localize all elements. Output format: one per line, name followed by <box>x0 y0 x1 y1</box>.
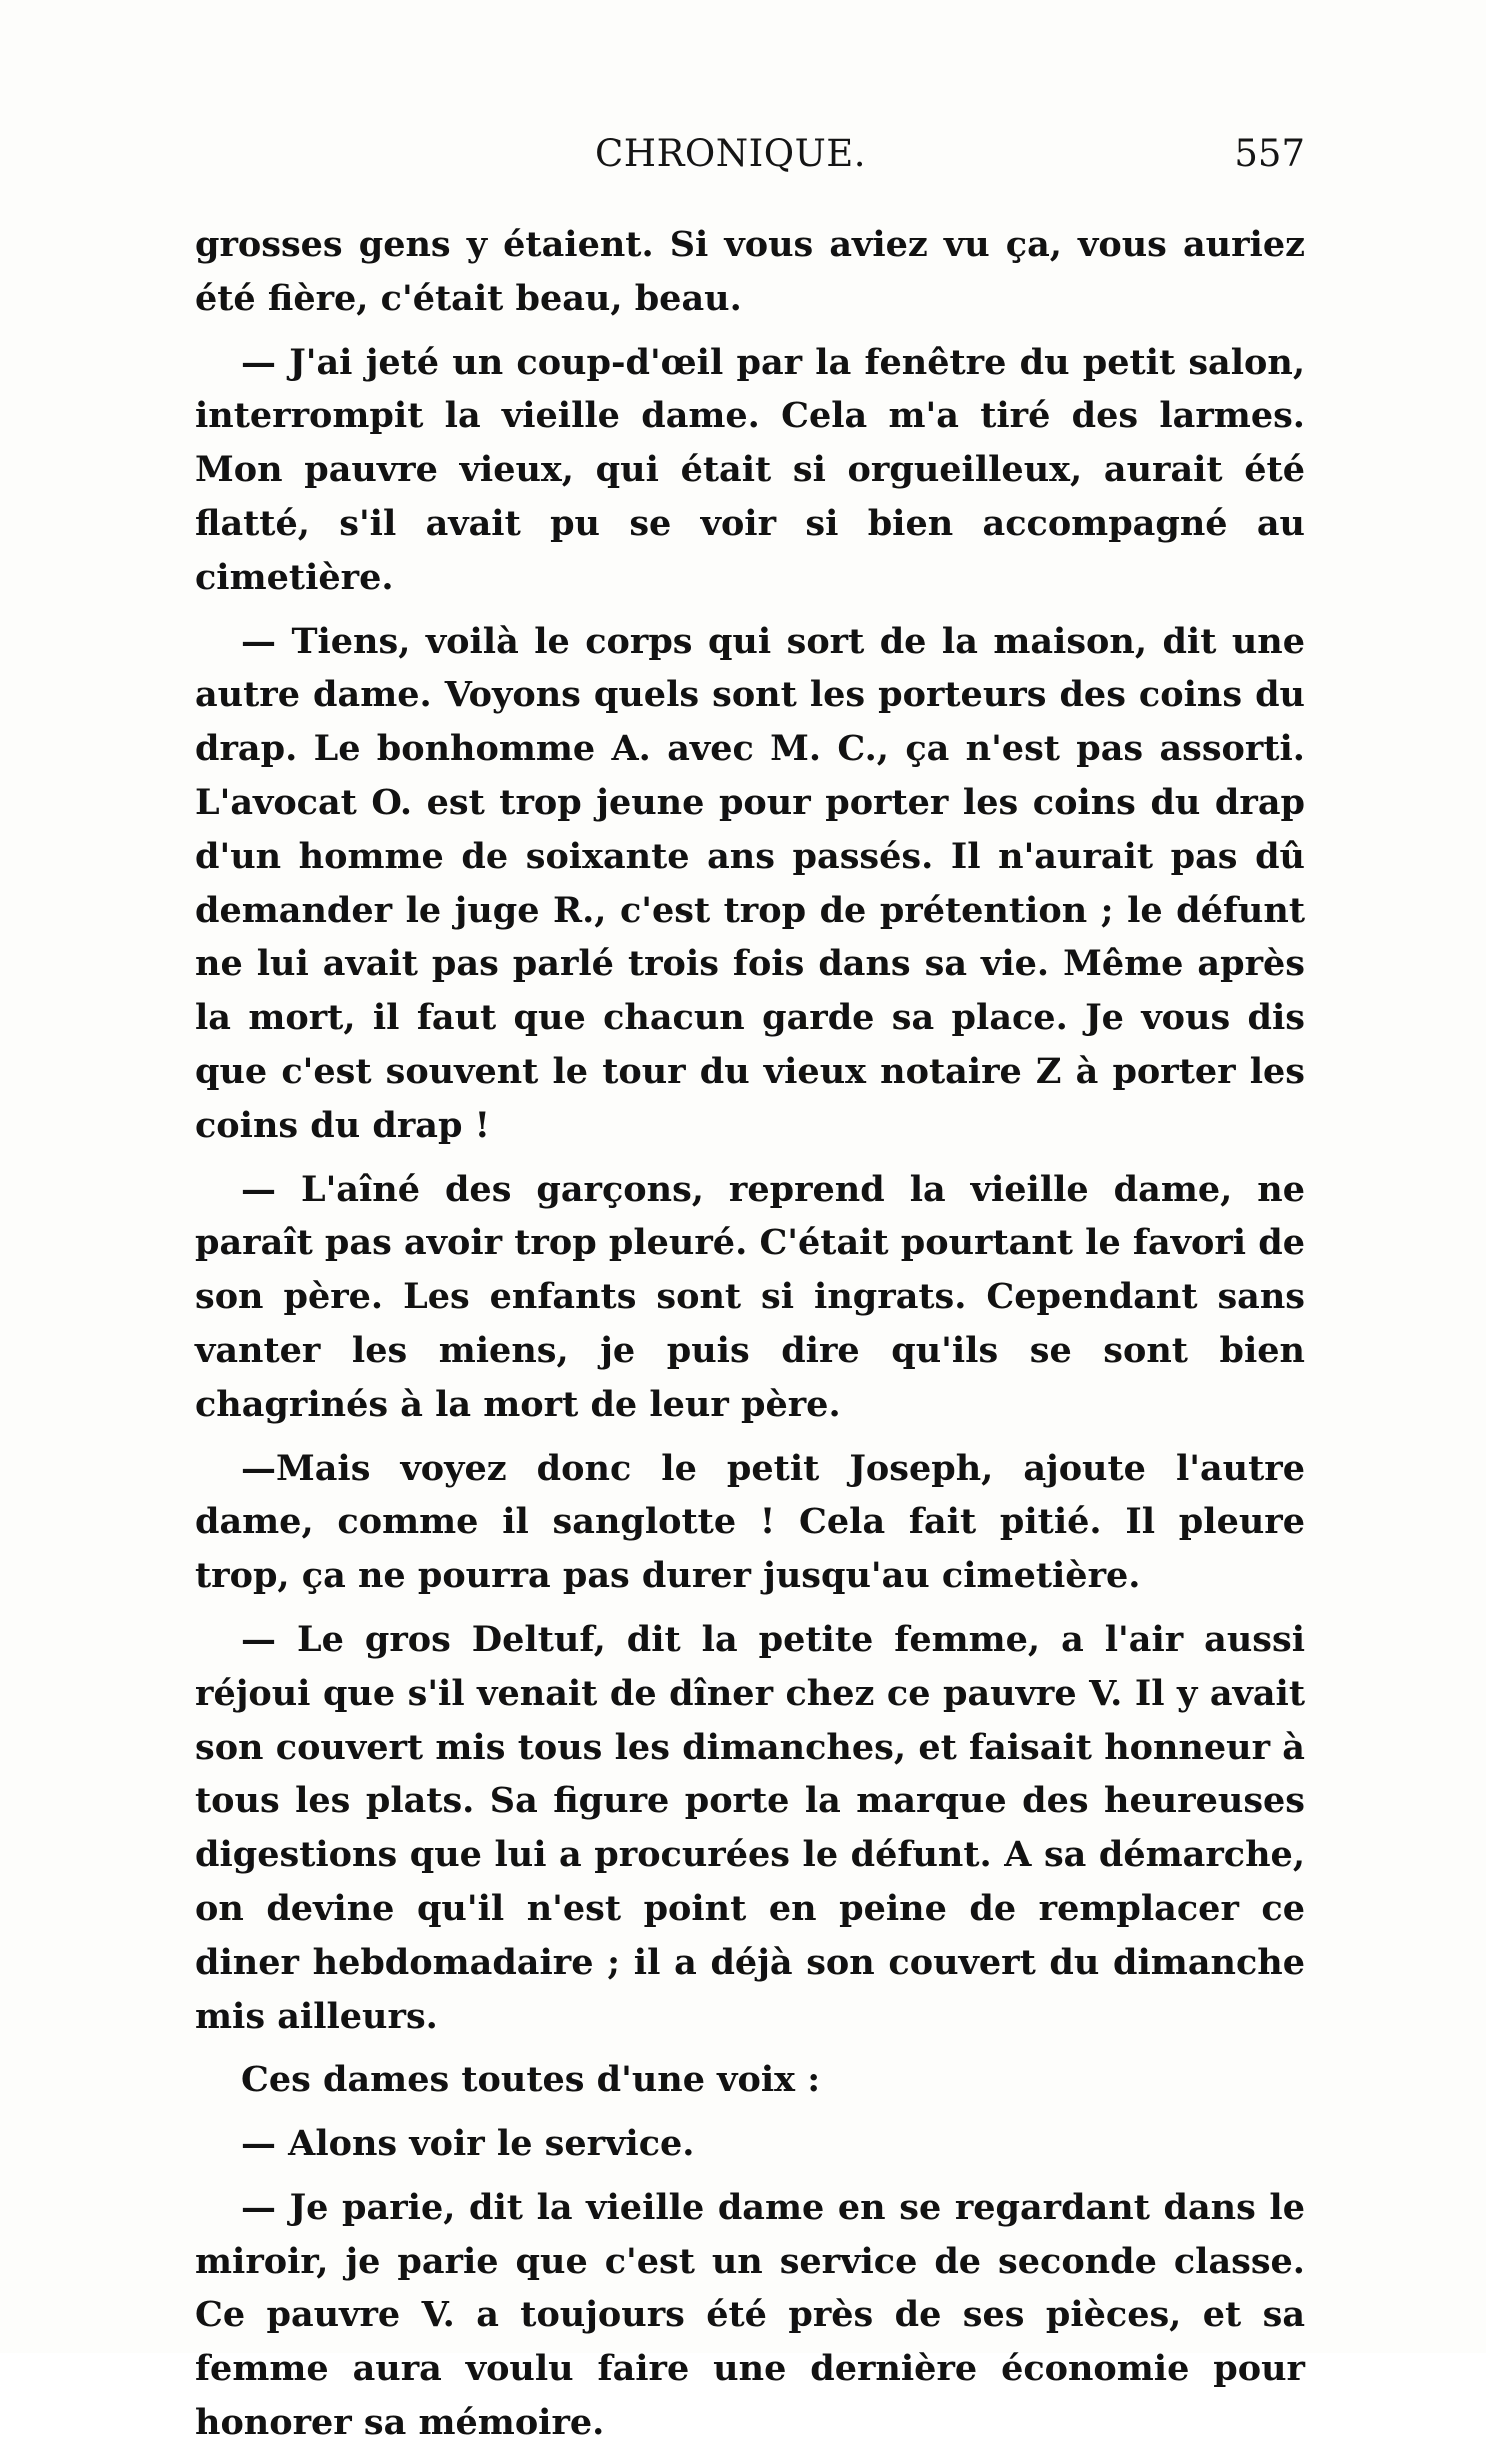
body-text <box>195 218 1305 2450</box>
paragraph: — L'aîné des garçons, reprend la vieille dame, ne paraît pas avoir trop pleuré. C'était pourtant le favori de son père. Les enfants sont si ingrats. Cependant sans vanter les miens, je puis dire qu'ils se sont bien chagrinés à la mort de leur père. <box>195 1168 1305 1425</box>
paragraph: Ces dames toutes d'une voix : <box>241 2059 821 2101</box>
page-number: 557 <box>1234 132 1305 175</box>
paragraph: — Je parie, dit la vieille dame en se regardant dans le miroir, je parie que c'est un service de seconde classe. Ce pauvre V. a toujours été près de ses pièces, et sa femme aura voulu faire une dernière économie pour honorer sa mémoire. <box>195 2186 1305 2444</box>
paragraph: — J'ai jeté un coup-d'œil par la fenêtre du petit salon, interrompit la vieille dame. Cela m'a tiré des larmes. Mon pauvre vieux, qui était si orgueilleux, aurait été flatté, s'il avait pu se voir si bien accompagné au cimetière. <box>195 341 1305 598</box>
paragraph: grosses gens y étaient. Si vous aviez vu ça, vous auriez été fière, c'était beau, beau. <box>195 224 1305 319</box>
paragraph: —Mais voyez donc le petit Joseph, ajoute l'autre dame, comme il sanglotte ! Cela fait pitié. Il pleure trop, ça ne pourra pas durer jusqu'au cimetière. <box>195 1447 1305 1597</box>
page-header <box>195 132 1305 192</box>
paragraph: — Tiens, voilà le corps qui sort de la maison, dit une autre dame. Voyons quels sont les porteurs des coins du drap. Le bonhomme A. avec M. C., ça n'est pas assorti. L'avocat O. est trop jeune pour porter les coins du drap d'un homme de soixante ans passés. Il n'aurait pas dû demander le juge R., c'est trop de prétention ; le défunt ne lui avait pas parlé trois fois dans sa vie. Même après la mort, il faut que chacun garde sa place. Je vous dis que c'est souvent le tour du vieux notaire Z à porter les coins du drap ! <box>195 620 1305 1146</box>
paragraph: — Alons voir le service. <box>241 2123 695 2165</box>
paragraph: — Le gros Deltuf, dit la petite femme, a l'air aussi réjoui que s'il venait de dîner chez ce pauvre V. Il y avait son couvert mis tous les dimanches, et faisait honneur à tous les plats. Sa figure porte la marque des heureuses digestions que lui a procurées le défunt. A sa démarche, on devine qu'il n'est point en peine de remplacer ce diner hebdomadaire ; il a déjà son couvert du dimanche mis ailleurs. <box>195 1618 1305 2037</box>
running-title: CHRONIQUE. <box>595 132 867 175</box>
